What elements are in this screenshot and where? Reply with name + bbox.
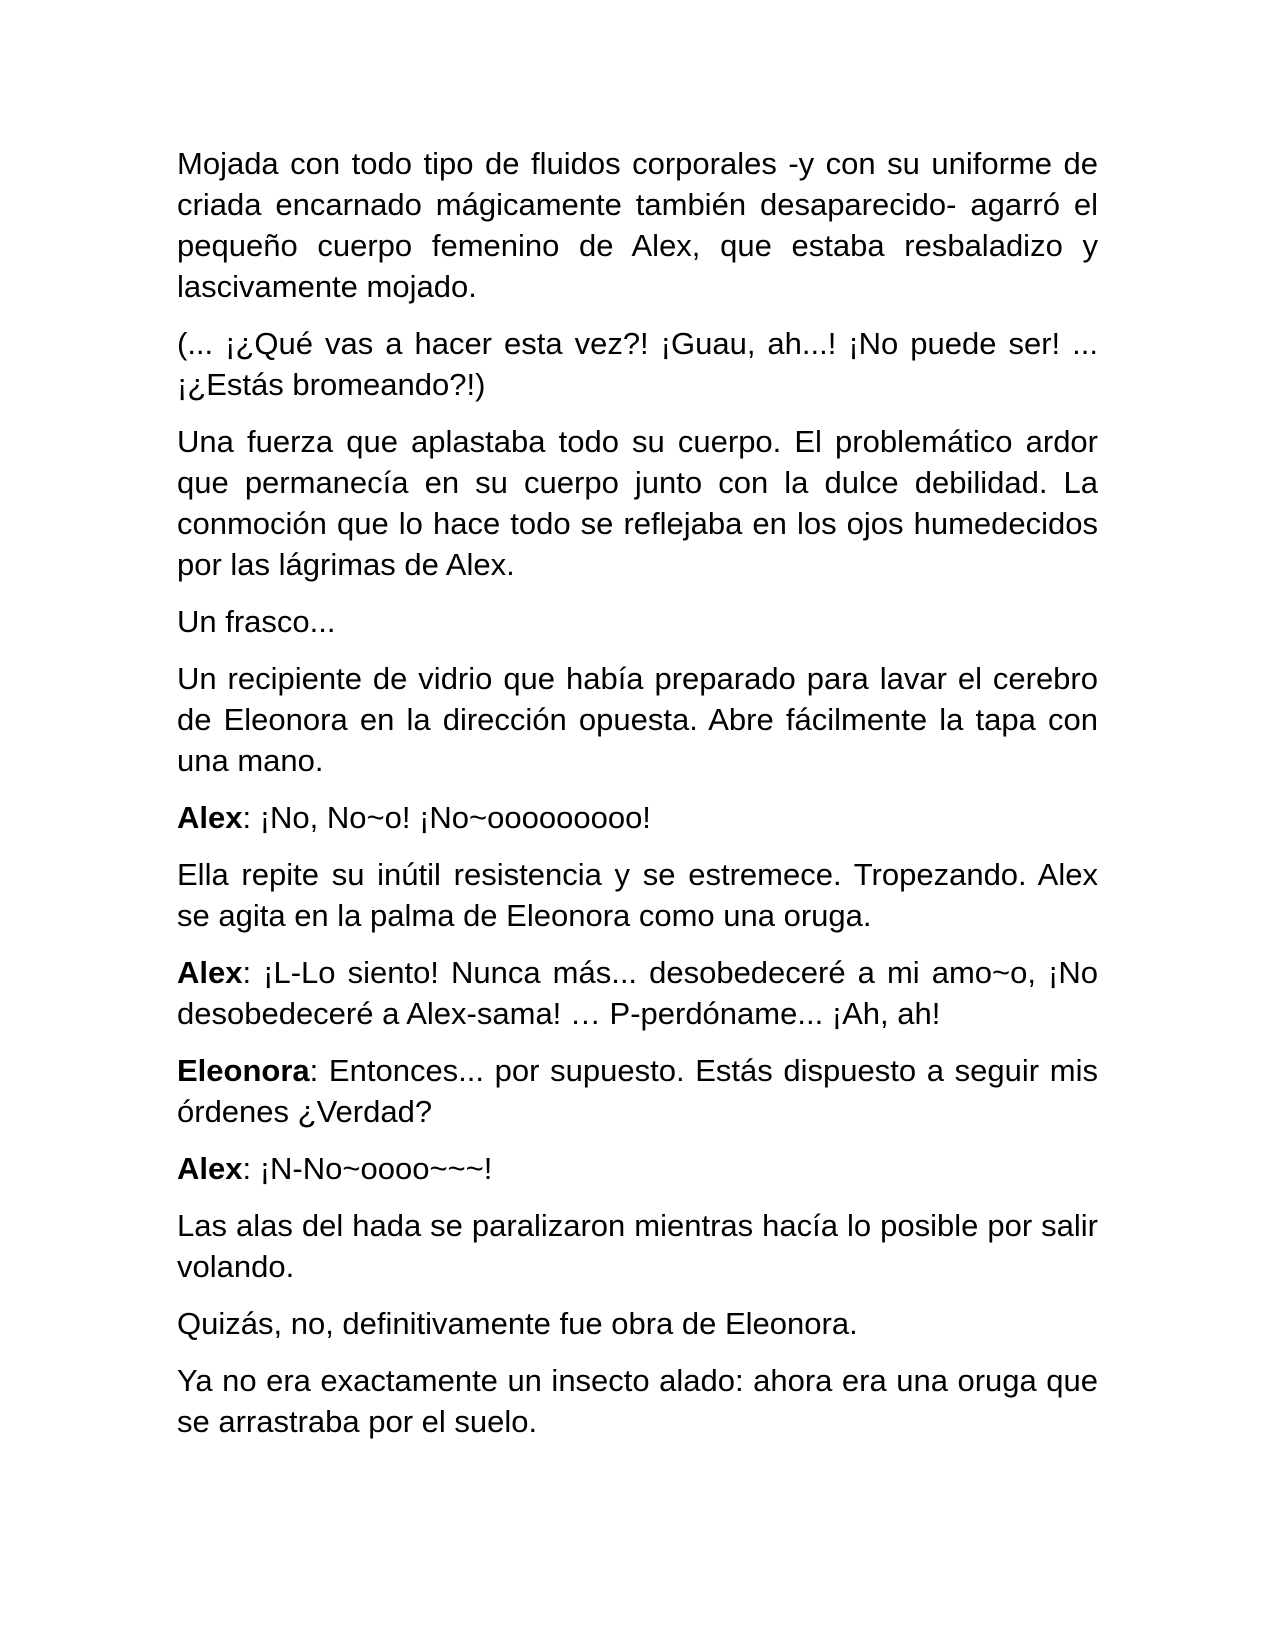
paragraph-text: Quizás, no, definitivamente fue obra de Eleonora. [177, 1306, 858, 1341]
paragraph-6 [177, 854, 1098, 936]
speaker-name: Eleonora [177, 1053, 310, 1088]
dialogue-line-1 [177, 797, 1098, 838]
paragraph-text: Mojada con todo tipo de fluidos corporales -y con su uniforme de criada encarnado mágicamente también desaparecido- agarró el pequeño cuerpo femenino de Alex, que estaba resbaladizo y lascivamente mojado. [177, 146, 1098, 304]
paragraph-text: Un recipiente de vidrio que había preparado para lavar el cerebro de Eleonora en la dirección opuesta. Abre fácilmente la tapa con una mano. [177, 661, 1098, 778]
paragraph-text: Ella repite su inútil resistencia y se estremece. Tropezando. Alex se agita en la palma de Eleonora como una oruga. [177, 857, 1098, 933]
speaker-name: Alex [177, 955, 243, 990]
paragraph-text: Las alas del hada se paralizaron mientras hacía lo posible por salir volando. [177, 1208, 1098, 1284]
paragraph-1 [177, 143, 1098, 307]
paragraph-3 [177, 421, 1098, 585]
speaker-name: Alex [177, 1151, 243, 1186]
paragraph-text: Un frasco... [177, 604, 336, 639]
paragraph-2 [177, 323, 1098, 405]
paragraph-5 [177, 658, 1098, 781]
paragraph-7 [177, 1205, 1098, 1287]
paragraph-text: (... ¡¿Qué vas a hacer esta vez?! ¡Guau, ah...! ¡No puede ser! ... ¡¿Estás bromeando?!) [177, 326, 1098, 402]
paragraph-text: Ya no era exactamente un insecto alado: ahora era una oruga que se arrastraba por el suelo. [177, 1363, 1098, 1439]
dialogue-text: : ¡L-Lo siento! Nunca más... desobedeceré a mi amo~o, ¡No desobedeceré a Alex-sama! … P-perdóname... ¡Ah, ah! [177, 955, 1098, 1031]
document-body [177, 143, 1098, 1458]
dialogue-text: : Entonces... por supuesto. Estás dispuesto a seguir mis órdenes ¿Verdad? [177, 1053, 1098, 1129]
dialogue-line-2 [177, 952, 1098, 1034]
paragraph-8 [177, 1303, 1098, 1344]
dialogue-line-4 [177, 1148, 1098, 1189]
dialogue-text: : ¡N-No~oooo~~~! [242, 1151, 493, 1186]
paragraph-4 [177, 601, 1098, 642]
paragraph-9 [177, 1360, 1098, 1442]
speaker-name: Alex [177, 800, 243, 835]
dialogue-line-3 [177, 1050, 1098, 1132]
dialogue-text: : ¡No, No~o! ¡No~ooooooooo! [242, 800, 651, 835]
paragraph-text: Una fuerza que aplastaba todo su cuerpo. El problemático ardor que permanecía en su cuerpo junto con la dulce debilidad. La conmoción que lo hace todo se reflejaba en los ojos humedecidos por las lágrimas de Alex. [177, 424, 1098, 582]
